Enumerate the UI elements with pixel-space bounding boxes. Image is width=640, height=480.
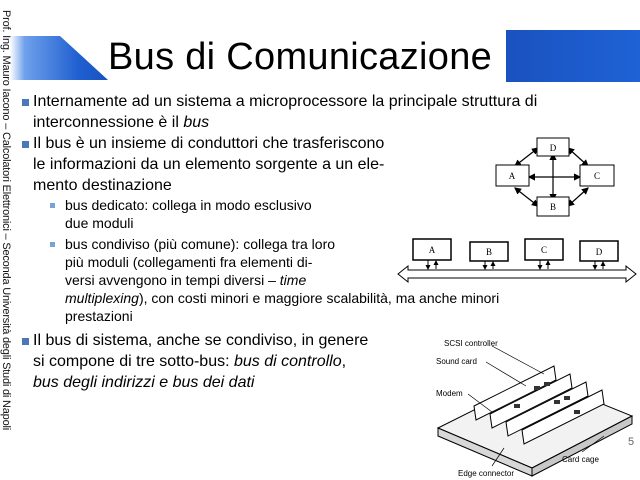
shared-module-c (525, 239, 563, 269)
shared-module-a (413, 239, 451, 269)
bullet-2-line-2: le informazioni da un elemento sorgente a un ele- (33, 156, 385, 173)
module-d-label: D (549, 143, 557, 153)
page-number: 5 (628, 436, 635, 448)
sub-bullet-2-line-5: prestazioni (65, 308, 133, 324)
sub-bullet-marker (50, 242, 55, 247)
sub-bullet-1-line-1: bus dedicato: collega in modo esclusivo (65, 197, 312, 213)
bullet-marker (22, 99, 29, 106)
bullet-1 (33, 91, 633, 133)
shared-module-a-label: A (428, 245, 436, 255)
module-c-label: C (593, 171, 601, 181)
bullet-marker (22, 141, 29, 148)
shared-bus-diagram (398, 234, 638, 292)
sub-bullet-2-line-1: bus condiviso (più comune): collega tra loro (65, 236, 336, 252)
page-title: Bus di Comunicazione (108, 36, 493, 78)
bullet-3-line-1: Il bus di sistema, anche se condiviso, in genere (33, 332, 369, 349)
dedicated-bus-diagram (496, 136, 636, 218)
shared-module-b-label: B (485, 247, 493, 257)
sub-bullet-1-line-2: due moduli (65, 215, 134, 231)
module-b-label: B (549, 202, 557, 212)
shared-module-d-label: D (595, 247, 603, 257)
shared-module-b (470, 242, 508, 269)
label-sound-card: Sound card (436, 357, 477, 366)
label-edge-connector: Edge connector (458, 469, 515, 478)
sub-bullet-2-line-4: multiplexing), con costi minori e maggiore scalabilità, ma anche minori (65, 290, 500, 306)
shared-module-c-label: C (540, 245, 548, 255)
bullet-1-line-1: Internamente ad un sistema a microprocessore la principale struttura di (33, 93, 538, 110)
module-a-label: A (508, 171, 516, 181)
author-sidebar: Prof. Ing. Mauro Iacono – Calcolatori Elettronici – Seconda Università degli Studi di Napoli (0, 10, 12, 430)
card-cage-figure (434, 340, 636, 478)
sub-bullet-1 (65, 196, 395, 232)
bullet-2 (33, 133, 433, 196)
bullet-2-line-3: mento destinazione (33, 177, 172, 194)
sub-bullet-2-line-2: più moduli (collegamenti fra elementi di- (65, 254, 313, 270)
bullet-2-line-1: Il bus è un insieme di conduttori che trasferiscono (33, 135, 385, 152)
bullet-3-line-3: bus degli indirizzi e bus dei dati (33, 374, 255, 391)
sub-bullet-marker (50, 203, 55, 208)
label-scsi-controller: SCSI controller (444, 339, 498, 348)
shared-module-d (580, 241, 618, 269)
bullet-3-line-2: si compone di tre sotto-bus: bus di controllo, (33, 353, 347, 370)
bullet-1-line-2: interconnessione è il bus (33, 114, 210, 131)
label-card-cage: Card cage (562, 455, 599, 464)
bullet-marker (22, 338, 29, 345)
label-modem: Modem (436, 389, 463, 398)
sub-bullet-2-line-3: versi avvengono in tempi diversi – time (65, 272, 307, 288)
bullet-3 (33, 330, 433, 393)
